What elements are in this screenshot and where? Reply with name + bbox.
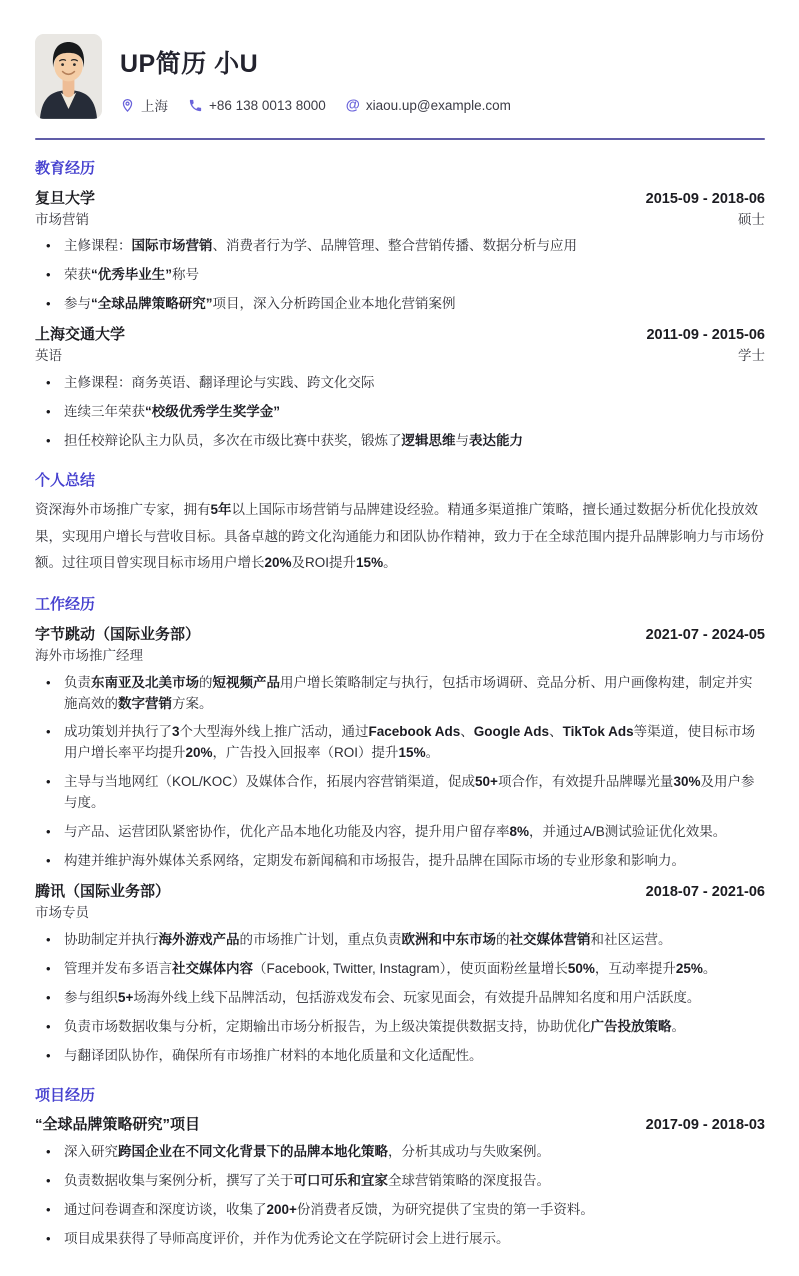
- contact-row: [120, 95, 511, 115]
- bullet-list: [35, 236, 765, 315]
- entry: [35, 881, 765, 1067]
- bullet-text: 负责东南亚及北美市场的短视频产品用户增长策略制定与执行，包括市场调研、竞品分析、用户画像构建，制定并实施高效的数字营销方案。: [64, 674, 753, 711]
- bold-text: 15%: [398, 745, 426, 761]
- bold-text: 15%: [356, 554, 384, 570]
- entry: [35, 188, 765, 316]
- entry-title: 复旦大学: [35, 189, 96, 207]
- section-education: [35, 159, 765, 452]
- entry-degree: 硕士: [738, 211, 765, 227]
- bullet-text: 与产品、运营团队紧密协作，优化产品本地化功能及内容，提升用户留存率8%，并通过A/B测试验证优化效果。: [64, 824, 727, 840]
- bullet-item: [35, 373, 765, 394]
- bold-text: 欧洲和中东市场: [401, 931, 496, 947]
- bullet-item: [35, 673, 765, 715]
- bullet-item: [35, 822, 765, 843]
- entry-subtitle: 英语: [35, 348, 62, 364]
- bold-text: 短视频产品: [212, 674, 280, 690]
- bullet-marker: •: [46, 853, 51, 869]
- bullet-text: 协助制定并执行海外游戏产品的市场推广计划，重点负责欧洲和中东市场的社交媒体营销和社区运营。: [64, 931, 672, 947]
- bold-text: 50%: [567, 960, 595, 976]
- email-text: xiaou.up@example.com: [365, 97, 511, 113]
- entry: [35, 1114, 765, 1250]
- bold-text: 数字营销: [118, 695, 172, 711]
- section-title-summary: 个人总结: [35, 471, 96, 489]
- bold-text: Google Ads: [473, 724, 550, 740]
- bullet-item: [35, 722, 765, 764]
- section-title-education: 教育经历: [35, 160, 96, 177]
- bullet-item: [35, 772, 765, 814]
- bullet-text: 主修课程：国际市场营销、消费者行为学、品牌管理、整合营销传播、数据分析与应用: [64, 238, 577, 254]
- bullet-marker: •: [46, 375, 51, 391]
- bullet-marker: •: [46, 1172, 51, 1188]
- entry-head: [35, 881, 765, 902]
- avatar-illustration: [35, 34, 102, 119]
- entry-subrow: [35, 211, 765, 230]
- section-projects: [35, 1086, 765, 1250]
- bold-text: 200+: [266, 1201, 297, 1217]
- section-title-projects: 项目经历: [35, 1086, 96, 1104]
- bullet-text: 与翻译团队协作，确保所有市场推广材料的本地化质量和文化适配性。: [64, 1047, 483, 1063]
- bold-text: TikTok Ads: [562, 724, 634, 740]
- entry: [35, 324, 765, 452]
- bullet-item: [35, 402, 765, 423]
- entry-title: 上海交通大学: [35, 326, 126, 344]
- bold-text: 广告投放策略: [590, 1018, 672, 1034]
- bold-text: 20%: [264, 554, 292, 570]
- bullet-item: [35, 1017, 765, 1038]
- bullet-marker: •: [46, 824, 51, 840]
- entry-date: 2015-09 - 2018-06: [645, 190, 765, 207]
- entry-subtitle: 海外市场推广经理: [35, 647, 143, 663]
- bullet-text: 参与“全球品牌策略研究”项目，深入分析跨国企业本地化营销案例: [64, 296, 456, 312]
- bold-text: 社交媒体内容: [172, 960, 253, 976]
- bullet-marker: •: [46, 989, 51, 1005]
- entry: [35, 624, 765, 872]
- section-summary: [35, 471, 765, 576]
- bold-text: 3: [172, 724, 180, 740]
- header-divider: [35, 138, 765, 140]
- entry-title: 字节跳动（国际业务部）: [35, 625, 201, 643]
- bullet-marker: •: [46, 1144, 51, 1160]
- bold-text: “全球品牌策略研究”: [91, 296, 213, 312]
- bullet-list: [35, 930, 765, 1067]
- bullet-item: [35, 1142, 765, 1163]
- bullet-list: [35, 673, 765, 872]
- bold-text: 跨国企业在不同文化背景下的品牌本地化策略: [118, 1144, 388, 1160]
- bold-text: “校级优秀学生奖学金”: [145, 403, 280, 419]
- bullet-marker: •: [46, 1201, 51, 1217]
- bullet-marker: •: [46, 1018, 51, 1034]
- avatar: [35, 34, 102, 119]
- bullet-text: 荣获“优秀毕业生”称号: [64, 267, 199, 283]
- contact-location: [120, 95, 168, 115]
- bold-text: 20%: [185, 745, 213, 761]
- bullet-item: [35, 1229, 765, 1250]
- bullet-marker: •: [46, 238, 51, 254]
- bullet-marker: •: [46, 403, 51, 419]
- entry-subrow: [35, 904, 765, 923]
- entry-head: [35, 324, 765, 345]
- bullet-text: 成功策划并执行了3个大型海外线上推广活动，通过Facebook Ads、Google Ads、TikTok Ads等渠道，使目标市场用户增长率平均提升20%，广告投入回报率（ROI）提升15%。: [64, 724, 756, 761]
- entry-head: [35, 1114, 765, 1135]
- bullet-text: 深入研究跨国企业在不同文化背景下的品牌本地化策略，分析其成功与失败案例。: [64, 1144, 550, 1160]
- bullet-item: [35, 265, 765, 286]
- bold-text: 逻辑思维: [401, 432, 456, 448]
- bullet-item: [35, 431, 765, 452]
- bold-text: 8%: [509, 824, 530, 840]
- bold-text: 东南亚及北美市场: [91, 674, 199, 690]
- bold-text: 25%: [675, 960, 703, 976]
- bullet-item: [35, 851, 765, 872]
- bullet-text: 项目成果获得了导师高度评价，并作为优秀论文在学院研讨会上进行展示。: [64, 1230, 510, 1246]
- header-info: [120, 34, 511, 115]
- location-pin-icon: [120, 98, 135, 113]
- entry-date: 2021-07 - 2024-05: [645, 626, 765, 643]
- entry-degree: 学士: [738, 348, 765, 364]
- bold-text: Facebook Ads: [368, 724, 461, 740]
- bold-text: 海外游戏产品: [158, 931, 240, 947]
- entry-subtitle: 市场专员: [35, 905, 89, 921]
- bullet-text: 负责市场数据收集与分析，定期输出市场分析报告，为上级决策提供数据支持，协助优化广告投放策略。: [64, 1018, 685, 1034]
- bullet-list: [35, 1142, 765, 1250]
- bullet-marker: •: [46, 432, 51, 448]
- bold-text: 50+: [475, 774, 498, 790]
- section-title-work: 工作经历: [35, 596, 96, 614]
- bold-text: 表达能力: [469, 432, 523, 448]
- bullet-marker: •: [46, 724, 51, 740]
- contact-phone: [188, 98, 326, 113]
- bullet-text: 担任校辩论队主力队员，多次在市级比赛中获奖，锻炼了逻辑思维与表达能力: [64, 432, 523, 448]
- bullet-item: [35, 1171, 765, 1192]
- bullet-text: 主修课程：商务英语、翻译理论与实践、跨文化交际: [64, 375, 375, 391]
- bullet-text: 管理并发布多语言社交媒体内容（Facebook, Twitter, Instagram），使页面粉丝量增长50%，互动率提升25%。: [64, 960, 717, 976]
- bullet-marker: •: [46, 296, 51, 312]
- entry-date: 2011-09 - 2015-06: [646, 327, 765, 344]
- entry-head: [35, 188, 765, 209]
- entry-subrow: [35, 647, 765, 666]
- entry-subrow: [35, 347, 765, 366]
- bullet-marker: •: [46, 960, 51, 976]
- bullet-item: [35, 959, 765, 980]
- contact-email: [346, 98, 511, 113]
- entry-date: 2017-09 - 2018-03: [645, 1117, 765, 1134]
- bold-text: 可口可乐和宜家: [293, 1172, 388, 1188]
- location-text: 上海: [141, 99, 168, 114]
- bullet-text: 连续三年荣获“校级优秀学生奖学金”: [64, 403, 280, 419]
- bullet-item: [35, 294, 765, 315]
- bullet-text: 构建并维护海外媒体关系网络，定期发布新闻稿和市场报告，提升品牌在国际市场的专业形象和影响力。: [64, 853, 685, 869]
- bold-text: 5+: [118, 989, 134, 1005]
- bullet-text: 参与组织5+场海外线上线下品牌活动，包括游戏发布会、玩家见面会，有效提升品牌知名度和用户活跃度。: [64, 989, 701, 1005]
- entry-title: “全球品牌策略研究”项目: [35, 1116, 201, 1134]
- bold-text: 30%: [673, 774, 701, 790]
- section-work: [35, 595, 765, 1066]
- bullet-text: 负责数据收集与案例分析，撰写了关于可口可乐和宜家全球营销策略的深度报告。: [64, 1172, 550, 1188]
- bullet-marker: •: [46, 674, 51, 690]
- resume-header: [35, 34, 765, 119]
- bullet-marker: •: [46, 931, 51, 947]
- phone-text: +86 138 0013 8000: [209, 97, 326, 113]
- bullet-item: [35, 1200, 765, 1221]
- sections-container: [35, 159, 765, 1250]
- entry-subtitle: 市场营销: [35, 211, 89, 227]
- bold-text: 国际市场营销: [131, 238, 213, 254]
- bullet-item: [35, 930, 765, 951]
- at-icon: @: [345, 97, 360, 114]
- person-name: UP简历 小U: [120, 50, 259, 78]
- bullet-item: [35, 1046, 765, 1067]
- bullet-marker: •: [46, 774, 51, 790]
- bullet-item: [35, 236, 765, 257]
- bullet-marker: •: [46, 1047, 51, 1063]
- bullet-list: [35, 373, 765, 452]
- bullet-marker: •: [46, 1230, 51, 1246]
- bullet-text: 主导与当地网红（KOL/KOC）及媒体合作，拓展内容营销渠道，促成50+项合作，有效提升品牌曝光量30%及用户参与度。: [64, 774, 755, 811]
- bullet-item: [35, 988, 765, 1009]
- summary-paragraph: 资深海外市场推广专家，拥有5年以上国际市场营销与品牌建设经验。精通多渠道推广策略，擅长通过数据分析优化投放效果，实现用户增长与营收目标。具备卓越的跨文化沟通能力和团队协作精神，致力于在全球范围内提升品牌影响力与市场份额。过往项目曾实现目标市场用户增长20%及ROI提升15%。: [35, 502, 764, 570]
- entry-date: 2018-07 - 2021-06: [645, 884, 765, 901]
- entry-title: 腾讯（国际业务部）: [35, 883, 171, 901]
- bold-text: 5年: [210, 502, 232, 518]
- bullet-text: 通过问卷调查和深度访谈，收集了200+份消费者反馈，为研究提供了宝贵的第一手资料。: [64, 1201, 594, 1217]
- bold-text: 社交媒体营销: [509, 931, 591, 947]
- phone-icon: [188, 98, 203, 113]
- bullet-marker: •: [46, 267, 51, 283]
- bold-text: “优秀毕业生”: [91, 267, 172, 283]
- entry-head: [35, 624, 765, 645]
